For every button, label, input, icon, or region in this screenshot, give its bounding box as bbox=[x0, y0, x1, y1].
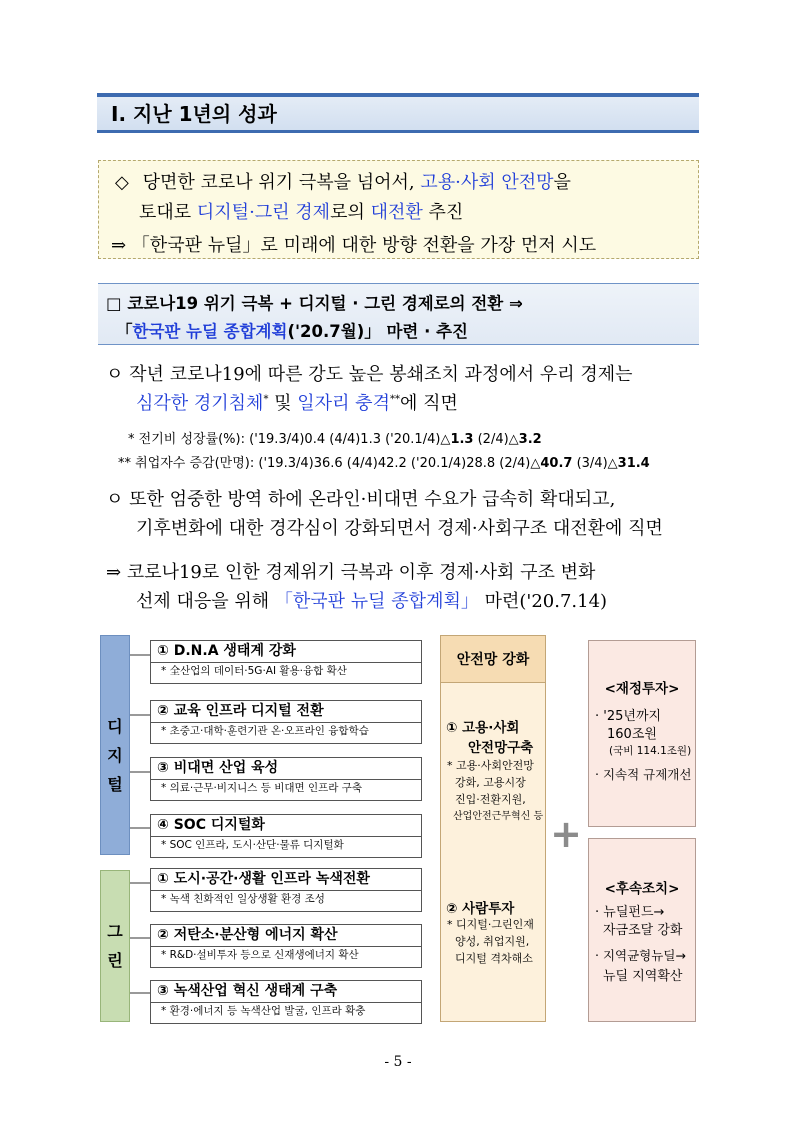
paragraph-1-line-2: 심각한 경기침체* 및 일자리 충격**에 직면 bbox=[136, 393, 458, 414]
diagram-connectors bbox=[128, 635, 152, 1025]
green-label: 그 린 bbox=[107, 922, 123, 970]
subheader-line-2: 「한국판 뉴딜 종합계획('20.7월)」 마련 · 추진 bbox=[116, 322, 468, 341]
digital-item-2: ② 교육 인프라 디지털 전환 * 초중고·대학·훈련기관 온·오프라인 융합학습 bbox=[150, 700, 422, 744]
paragraph-2-line-2: 기후변화에 대한 경각심이 강화되면서 경제·사회구조 대전환에 직면 bbox=[136, 518, 663, 539]
paragraph-1-line-1: ㅇ 작년 코로나19에 따른 강도 높은 봉쇄조치 과정에서 우리 경제는 bbox=[106, 364, 633, 385]
paragraph-2-line-1: ㅇ 또한 엄중한 방역 하에 온라인·비대면 수요가 급속히 확대되고, bbox=[106, 489, 616, 510]
safety-item-2-title: ② 사람투자 bbox=[446, 901, 515, 917]
safety-item-1-desc: * 고용·사회안전망 강화, 고용시장 진입·전환지원, 산업안전근무혁신 등 bbox=[447, 759, 544, 822]
green-item-2: ② 저탄소·분산형 에너지 확산 * R&D·설비투자 등으로 신재생에너지 확산 bbox=[150, 924, 422, 968]
digital-item-3: ③ 비대면 산업 육성 * 의료·근무·비지니스 등 비대면 인프라 구축 bbox=[150, 757, 422, 801]
section-title: Ⅰ. 지난 1년의 성과 bbox=[97, 93, 699, 133]
green-item-1: ① 도시·공간·생활 인프라 녹색전환 * 녹색 친화적인 일상생활 환경 조성 bbox=[150, 868, 422, 912]
subheader-line-1: □ 코로나19 위기 극복 + 디지털 · 그린 경제로의 전환 ⇒ bbox=[106, 294, 523, 313]
green-item-3: ③ 녹색산업 혁신 생태계 구축 * 환경·에너지 등 녹색산업 발굴, 인프라 확충 bbox=[150, 980, 422, 1024]
summary-line-1: ◇ 당면한 코로나 위기 극복을 넘어서, 고용·사회 안전망을 bbox=[115, 172, 571, 193]
summary-line-3: ⇒ 「한국판 뉴딜」로 미래에 대한 방향 전환을 가장 먼저 시도 bbox=[111, 235, 597, 256]
green-bar bbox=[100, 870, 130, 1022]
page-number: - 5 - bbox=[384, 1054, 412, 1070]
footnote-1: * 전기비 성장률(%): ('19.3/4)0.4 (4/4)1.3 ('20.1/4)△1.3 (2/4)△3.2 bbox=[128, 432, 542, 447]
plus-icon: + bbox=[550, 812, 582, 856]
safety-item-1-title: ① 고용·사회 안전망구축 bbox=[446, 720, 534, 756]
paragraph-3-line-1: ⇒ 코로나19로 인한 경제위기 극복과 이후 경제·사회 구조 변화 bbox=[106, 562, 596, 583]
fiscal-investment-box: <재정투자> ‧ '25년까지 160조원 (국비 114.1조원) ‧ 지속적 규제개선 bbox=[588, 640, 696, 827]
footnote-2: ** 취업자수 증감(만명): ('19.3/4)36.6 (4/4)42.2 ('20.1/4)28.8 (2/4)△40.7 (3/4)△31.4 bbox=[118, 456, 650, 471]
digital-label: 디 지 털 bbox=[107, 717, 123, 794]
safety-net-header: 안전망 강화 bbox=[440, 635, 546, 683]
follow-up-box: <후속조치> ‧ 뉴딜펀드→ 자금조달 강화 ‧ 지역균형뉴딜→ 뉴딜 지역확산 bbox=[588, 838, 696, 1022]
summary-line-2: 토대로 디지털·그린 경제로의 대전환 추진 bbox=[139, 202, 464, 223]
subheader-box bbox=[98, 283, 699, 345]
summary-box bbox=[98, 160, 699, 259]
paragraph-3-line-2: 선제 대응을 위해 「한국판 뉴딜 종합계획」 마련('20.7.14) bbox=[136, 591, 608, 612]
digital-item-4: ④ SOC 디지털화 * SOC 인프라, 도시·산단·물류 디지털화 bbox=[150, 814, 422, 858]
digital-bar bbox=[100, 635, 130, 855]
digital-item-1: ① D.N.A 생태계 강화 * 全산업의 데이터·5G·AI 활용·융합 확산 bbox=[150, 640, 422, 684]
safety-item-2-desc: * 디지털·그린인재 양성, 취업지원, 디지털 격차해소 bbox=[447, 918, 534, 965]
